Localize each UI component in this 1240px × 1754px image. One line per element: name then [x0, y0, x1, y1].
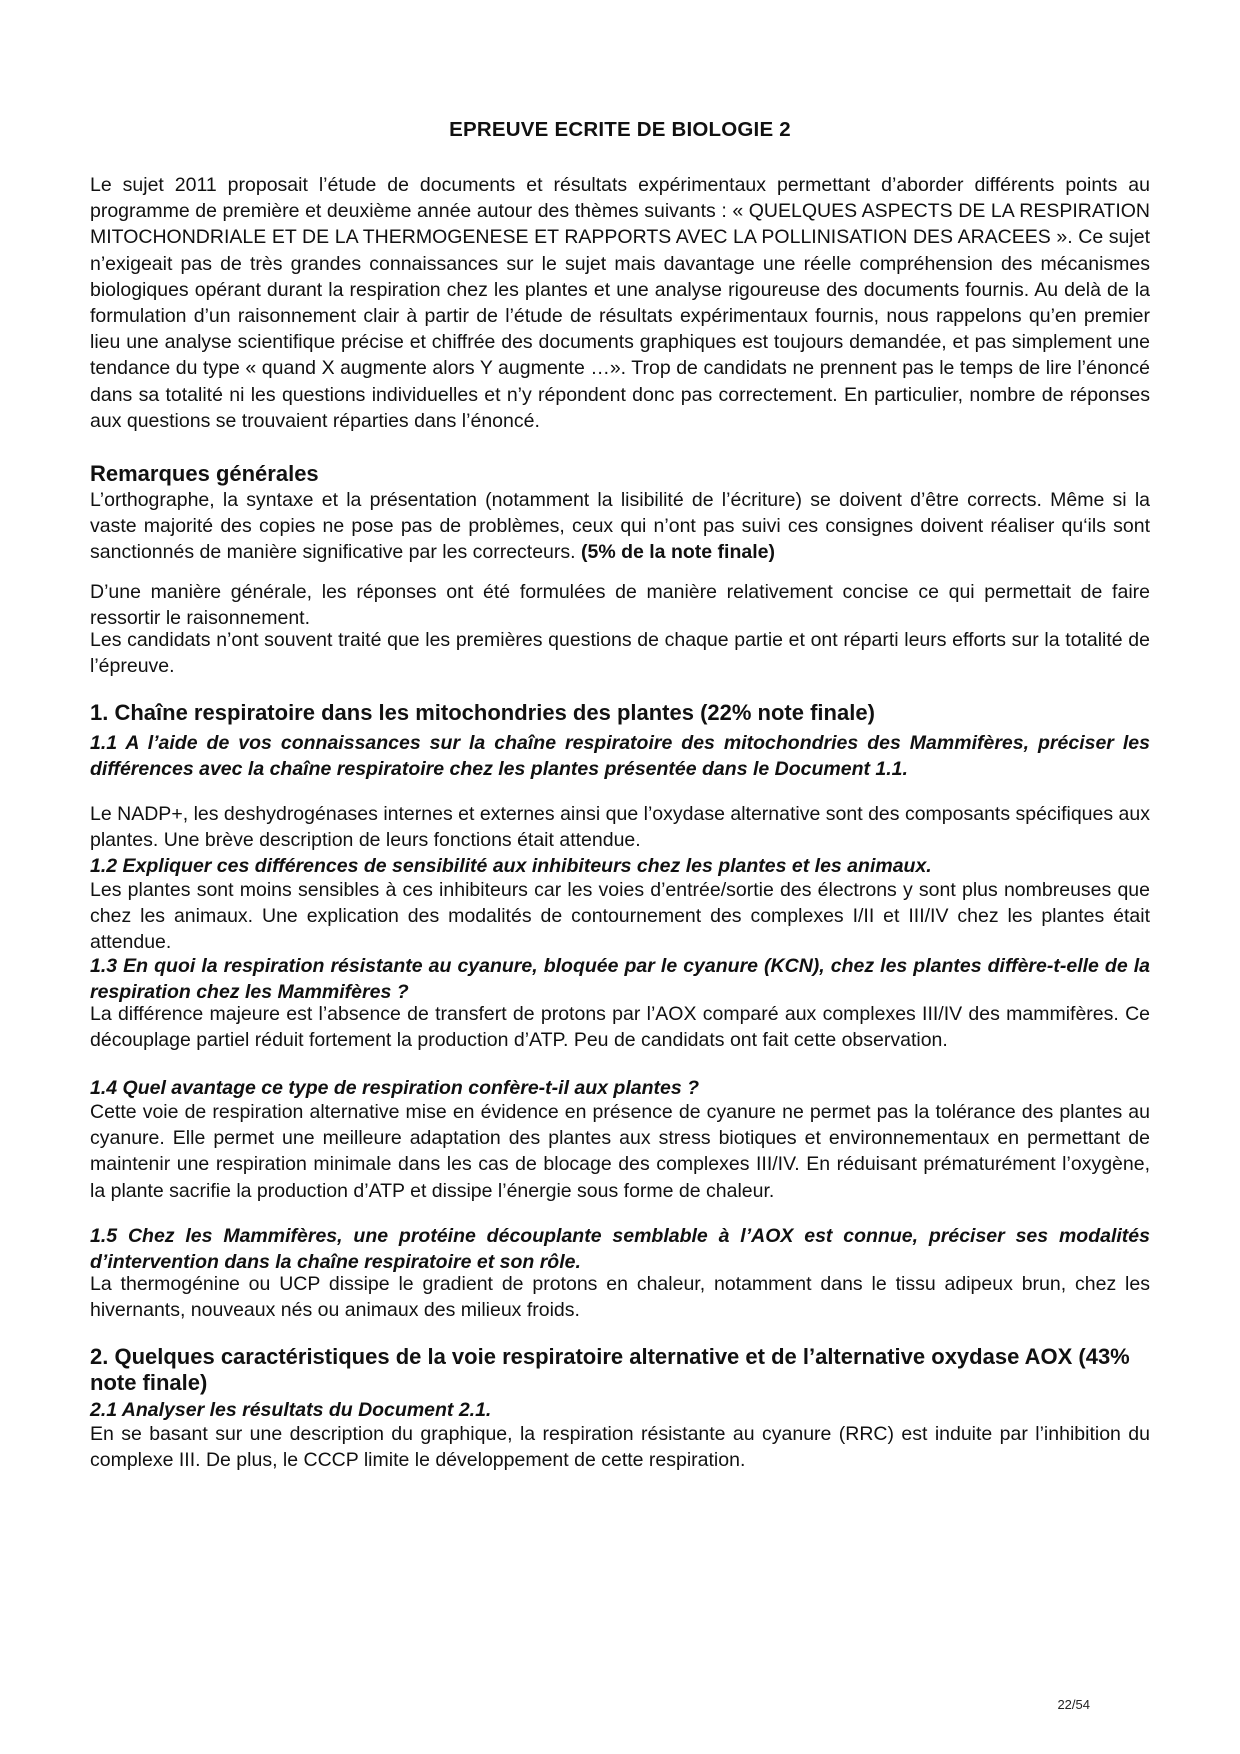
answer-1-5: La thermogénine ou UCP dissipe le gradient de protons en chaleur, notamment dans le tissu adipeux brun, chez les hivernants, nouveaux nés ou animaux des milieux froids. — [90, 1273, 1150, 1322]
section-2-heading: 2. Quelques caractéristiques de la voie respiratoire alternative et de l’alternative oxydase AOX (43% note finale) — [90, 1344, 1130, 1395]
question-1-1: 1.1 A l’aide de vos connaissances sur la chaîne respiratoire des mitochondries des Mammifères, préciser les différences avec la chaîne respiratoire chez les plantes présentée dans le Document 1.1. — [90, 732, 1150, 781]
remarques-paragraph-2: D’une manière générale, les réponses ont été formulées de manière relativement concise ce qui permettait de faire ressortir le raisonnement. — [90, 581, 1150, 630]
question-1-4: 1.4 Quel avantage ce type de respiration confère-t-il aux plantes ? — [90, 1077, 700, 1099]
intro-paragraph: Le sujet 2011 proposait l’étude de documents et résultats expérimentaux permettant d’aborder différents points au programme de première et deuxième année autour des thèmes suivants : « QUELQUES ASPECTS DE LA RESPIRATION MITOCHONDRIALE ET DE LA THERMOGENESE ET RAPPORTS AVEC LA POLLINISATION DES ARACEES ». Ce sujet n’exigeait pas de très grandes connaissances sur le sujet mais davantage une réelle compréhension des mécanismes biologiques opérant durant la respiration chez les plantes et une analyse rigoureuse des documents fournis. Au delà de la formulation d’un raisonnement clair à partir de l’étude de résultats expérimentaux fournis, nous rappelons qu’en premier lieu une analyse scientifique précise et chiffrée des documents graphiques est toujours demandée, et pas simplement une tendance du type « quand X augmente alors Y augmente …». Trop de candidats ne prennent pas le temps de lire l’énoncé dans sa totalité ni les questions individuelles et n’y répondent donc pas correctement. En particulier, nombre de réponses aux questions se trouvaient réparties dans l’énoncé. — [90, 174, 1150, 432]
question-1-3: 1.3 En quoi la respiration résistante au cyanure, bloquée par le cyanure (KCN), chez les plantes diffère-t-elle de la respiration chez les Mammifères ? — [90, 955, 1150, 1004]
answer-1-4: Cette voie de respiration alternative mise en évidence en présence de cyanure ne permet pas la tolérance des plantes au cyanure. Elle permet une meilleure adaptation des plantes aux stress biotiques et environnementaux en permettant de maintenir une respiration minimale dans les cas de blocage des complexes III/IV. En réduisant prématurément l’oxygène, la plante sacrifie la production d’ATP et dissipe l’énergie sous forme de chaleur. — [90, 1101, 1150, 1202]
remarques-p1-bold: (5% de la note finale) — [581, 541, 775, 564]
remarques-paragraph-1 — [90, 487, 1150, 566]
page-number: 22/54 — [1057, 1697, 1090, 1712]
remarques-p1-text: L’orthographe, la syntaxe et la présentation (notamment la lisibilité de l’écriture) se doivent d’être corrects. Même si la vaste majorité des copies ne pose pas de problèmes, ceux qui n’ont pas suivi ces consignes doivent réaliser qu‘ils sont sanctionnés de manière significative par les correcteurs. — [90, 489, 1150, 564]
page-title: EPREUVE ECRITE DE BIOLOGIE 2 — [449, 118, 791, 141]
question-2-1: 2.1 Analyser les résultats du Document 2.1. — [90, 1399, 492, 1421]
answer-1-2: Les plantes sont moins sensibles à ces inhibiteurs car les voies d’entrée/sortie des électrons y sont plus nombreuses que chez les animaux. Une explication des modalités de contournement des complexes I/II et III/IV chez les plantes était attendue. — [90, 879, 1150, 954]
answer-1-1: Le NADP+, les deshydrogénases internes et externes ainsi que l’oxydase alternative sont des composants spécifiques aux plantes. Une brève description de leurs fonctions était attendue. — [90, 803, 1150, 852]
remarques-paragraph-3: Les candidats n’ont souvent traité que les premières questions de chaque partie et ont réparti leurs efforts sur la totalité de l’épreuve. — [90, 629, 1150, 678]
remarques-heading: Remarques générales — [90, 461, 319, 486]
question-1-2: 1.2 Expliquer ces différences de sensibilité aux inhibiteurs chez les plantes et les animaux. — [90, 855, 932, 877]
answer-2-1: En se basant sur une description du graphique, la respiration résistante au cyanure (RRC) est induite par l’inhibition du complexe III. De plus, le CCCP limite le développement de cette respiration. — [90, 1423, 1150, 1472]
question-1-5: 1.5 Chez les Mammifères, une protéine découplante semblable à l’AOX est connue, préciser ses modalités d’intervention dans la chaîne respiratoire et son rôle. — [90, 1225, 1150, 1274]
section-1-heading: 1. Chaîne respiratoire dans les mitochondries des plantes (22% note finale) — [90, 700, 875, 725]
answer-1-3: La différence majeure est l’absence de transfert de protons par l’AOX comparé aux complexes III/IV des mammifères. Ce découplage partiel réduit fortement la production d’ATP. Peu de candidats ont fait cette observation. — [90, 1003, 1150, 1052]
